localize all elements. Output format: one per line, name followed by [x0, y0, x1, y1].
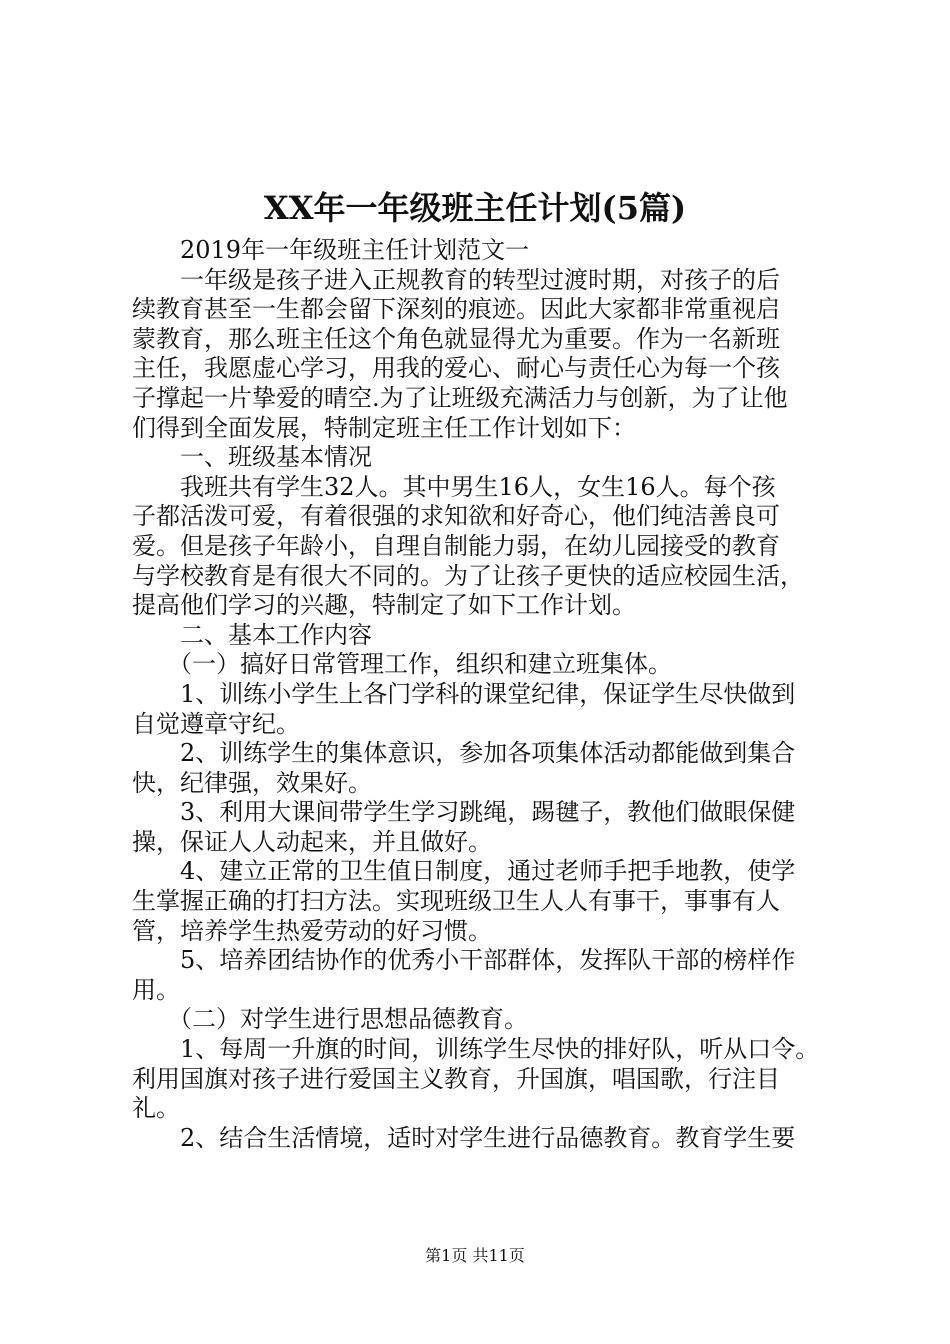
- document-body: [132, 236, 832, 1153]
- body-line: 2、训练学生的集体意识，参加各项集体活动都能做到集合: [132, 739, 796, 768]
- body-line: 用。: [132, 975, 180, 1004]
- body-line: 利用国旗对孩子进行爱国主义教育，升国旗，唱国歌，行注目: [132, 1064, 780, 1093]
- section-heading: 一、班级基本情况: [132, 443, 372, 472]
- body-line: 续教育甚至一生都会留下深刻的痕迹。因此大家都非常重视启: [132, 295, 780, 324]
- body-line: 1、训练小学生上各门学科的课堂纪律，保证学生尽快做到: [132, 679, 796, 708]
- body-line: 2019年一年级班主任计划范文一: [132, 236, 530, 264]
- section-heading: 二、基本工作内容: [132, 620, 372, 649]
- body-line: 与学校教育是有很大不同的。为了让孩子更快的适应校园生活，: [132, 561, 804, 590]
- document-title: XX年一年级班主任计划(5篇): [263, 189, 687, 227]
- body-line: 生掌握正确的打扫方法。实现班级卫生人人有事干，事事有人: [132, 887, 780, 916]
- body-line: 子都活泼可爱，有着很强的求知欲和好奇心，他们纯洁善良可: [132, 502, 780, 531]
- body-line: 自觉遵章守纪。: [132, 709, 300, 738]
- body-line: 蒙教育，那么班主任这个角色就显得尤为重要。作为一名新班: [132, 324, 780, 353]
- subsection-heading: （二）对学生进行思想品德教育。: [132, 1005, 528, 1034]
- body-line: 操，保证人人动起来，并且做好。: [132, 827, 492, 856]
- body-line: 管，培养学生热爱劳动的好习惯。: [132, 916, 492, 945]
- page-number-footer: 第1页 共11页: [425, 1246, 525, 1265]
- body-line: 快，纪律强，效果好。: [132, 768, 372, 797]
- body-line: 2、结合生活情境，适时对学生进行品德教育。教育学生要: [132, 1123, 796, 1152]
- body-line: 礼。: [132, 1094, 180, 1123]
- body-line: 爱。但是孩子年龄小，自理自制能力弱，在幼儿园接受的教育: [132, 531, 780, 560]
- body-line: 5、培养团结协作的优秀小干部群体，发挥队干部的榜样作: [132, 946, 796, 975]
- body-line: 3、利用大课间带学生学习跳绳，踢毽子，教他们做眼保健: [132, 798, 796, 827]
- subsection-heading: （一）搞好日常管理工作，组织和建立班集体。: [132, 650, 672, 679]
- body-line: 主任，我愿虚心学习，用我的爱心、耐心与责任心为每一个孩: [132, 354, 780, 383]
- body-line: 子撑起一片挚爱的晴空.为了让班级充满活力与创新，为了让他: [132, 383, 788, 412]
- body-line: 一年级是孩子进入正规教育的转型过渡时期，对孩子的后: [132, 265, 780, 294]
- body-line: 4、建立正常的卫生值日制度，通过老师手把手地教，使学: [132, 857, 796, 886]
- body-line: 1、每周一升旗的时间，训练学生尽快的排好队，听从口令。: [132, 1035, 820, 1064]
- body-line: 我班共有学生32人。其中男生16人，女生16人。每个孩: [132, 472, 776, 501]
- body-line: 们得到全面发展，特制定班主任工作计划如下：: [132, 413, 636, 442]
- body-line: 提高他们学习的兴趣，特制定了如下工作计划。: [132, 591, 636, 620]
